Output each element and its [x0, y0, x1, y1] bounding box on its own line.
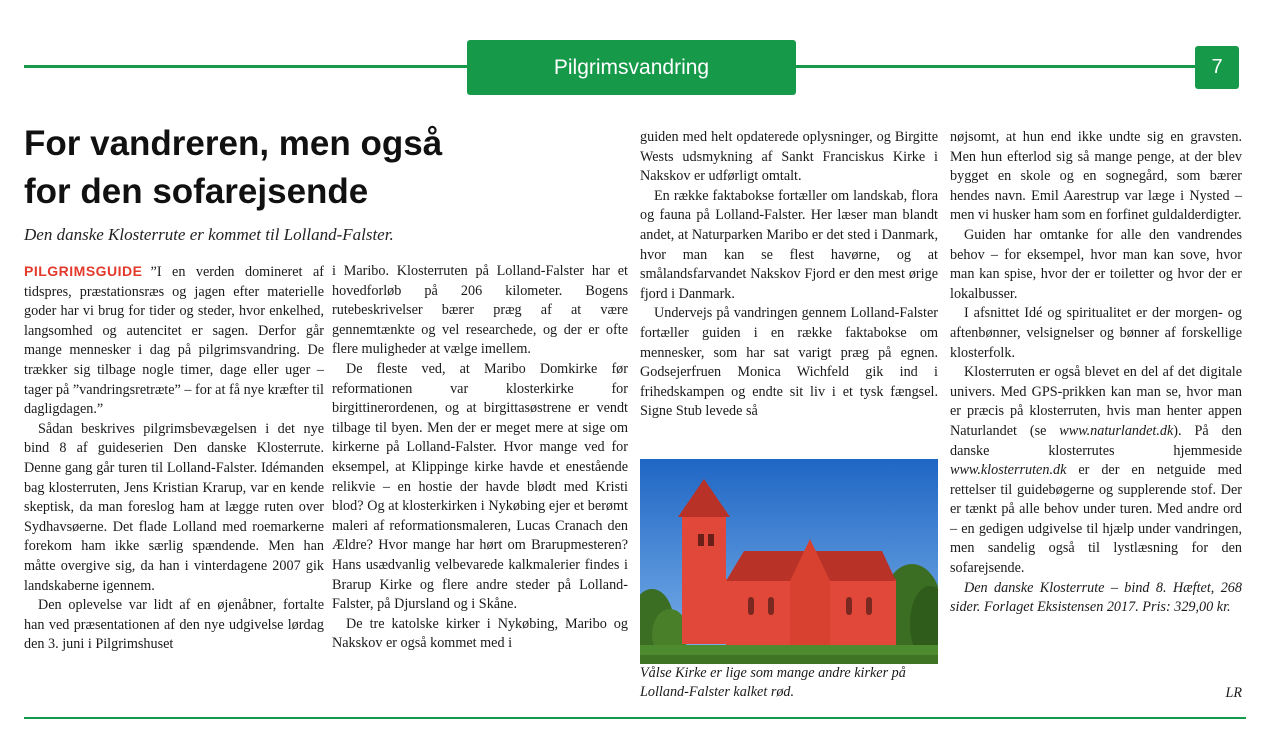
- paragraph: nøjsomt, at hun end ikke undte sig en gravsten. Men hun efterlod sig så mange penge, at der blev bygget en skole og en sognegård, som bærer hendes navn. Emil Aarestrup var læge i Nysted – men vi husker ham som en forfinet guldalderdigter.: [950, 129, 1242, 224]
- paragraph-text: Klosterruten er også blevet en del af det digitale univers. Med GPS-prikken kan man se, hvor man er præcis på klosterruten, hvis man henter appen Naturlandet (se: [950, 364, 1242, 439]
- paragraph-text: er der en netguide med rettelser til guidebøgerne og supplerende stof. Der er tænkt på alle behov under turen. Med andre ord – en gedigen udgivelse til hjælp under vandringen, men sandelig også til lystlæsning for den sofarejsende.: [950, 462, 1242, 577]
- section-tab: Pilgrimsvandring: [467, 40, 796, 95]
- paragraph: Guiden har omtanke for alle den vandrendes behov – for eksempel, hvor man kan sove, hvor man kan spise, hvor der er toiletter og hvor der er lokalbusser.: [950, 226, 1242, 302]
- church-photo: [640, 459, 938, 664]
- paragraph: Undervejs på vandringen gennem Lolland-Falster fortæller guiden i en række faktabokse om mennesker, som har sat varigt præg på egnen. Godsejerfruen Monica Wichfeld gik ind i frihedskampen og endte sit liv i et tysk fængsel. Signe Stub levede så: [640, 305, 938, 420]
- headline-line-2: for den sofarejsende: [24, 172, 369, 211]
- paragraph: Sådan beskrives pilgrimsbevægelsen i det nye bind 8 af guideserien Den danske Klosterrute. Denne gang går turen til Lolland-Falster. Idémanden bag klosterruten, Jens Kristian Krarup, var en kende skeptisk, da man foreslog ham at lægge ruten over Sydhavsøerne. Det flade Lolland med roemarkerne forekom ham ikke særlig spændende. Men han måtte overgive sig, da han i vinterdagene 2007 gik landskaberne igennem.: [24, 420, 324, 594]
- page-number: 7: [1195, 46, 1239, 89]
- web-link-klosterruten[interactable]: www.klosterruten.dk: [950, 462, 1067, 479]
- headline-line-1: For vandreren, men også: [24, 124, 443, 163]
- photo-caption: Vålse Kirke er lige som mange andre kirker på Lolland-Falster kalket rød.: [640, 665, 906, 700]
- paragraph: i Maribo. Klosterruten på Lolland-Falster har et hovedforløb på 206 kilometer. Bogens rutebeskrivelser bærer præg af at være gennemtænkte og vel researchede, og der er ofte flere muligheder at vælge imellem.: [332, 263, 628, 358]
- kicker: PILGRIMSGUIDE: [24, 263, 143, 279]
- column-1: [24, 262, 324, 655]
- byline: LR: [1225, 685, 1242, 701]
- paragraph: De tre katolske kirker i Nykøbing, Maribo og Nakskov er også kommet med i: [332, 615, 628, 652]
- article-headline: [24, 120, 624, 216]
- footer-rule: [24, 717, 1246, 719]
- column-3: [640, 128, 938, 422]
- paragraph: I afsnittet Idé og spiritualitet er der morgen- og aftenbønner, velsignelser og bønner af forskellige klosterfolk.: [950, 305, 1242, 361]
- paragraph-text: ). På den danske klosterrutes hjemmeside: [950, 422, 1242, 459]
- book-source: Den danske Klosterrute – bind 8. Hæftet, 268 sider. Forlaget Eksistensen 2017. Pris: 329,00 kr.: [950, 579, 1242, 616]
- article-deck: Den danske Klosterrute er kommet til Lolland-Falster.: [24, 225, 394, 244]
- paragraph: guiden med helt opdaterede oplysninger, og Birgitte Wests udsmykning af Sankt Franciskus Kirke i Nakskov er udførligt omtalt.: [640, 129, 938, 185]
- paragraph: [24, 262, 324, 420]
- paragraph: De fleste ved, at Maribo Domkirke før reformationen var klosterkirke for birgittinerordenen, og at birgittasøstrene er vendt tilbage til byen. Men der er meget mere at sige om kirkerne på Lolland-Falster. Hvor mange ved for eksempel, at Klippinge kirke havde et enestående relikvie – en hostie der havde blødt med Kristi blod? Og at klosterkirken i Nykøbing ejer et berømt maleri af reformationsmaleren, Lucas Cranach den Ældre? Hvor mange har hørt om Brarupmesteren? Hans usædvanlig velbevarede kalkmalerier findes i Brarup Kirke og flere andre steder på Lolland-Falster, på Djursland og i Skåne.: [332, 360, 628, 613]
- paragraph-text: ”I en verden domineret af tidspres, præstationsræs og jagen efter materielle goder har vi brug for tider og steder, hvor enkelhed, langsomhed og autencitet er sagen. Derfor går mange mennesker i dag på pilgrimsvandring. De trækker sig tilbage nogle timer, dage eller uger – tager på ”vandringsretræte” – for at få nye kræfter til dagligdagen.”: [24, 264, 324, 418]
- column-2: [332, 262, 628, 654]
- paragraph: En række faktabokse fortæller om landskab, flora og fauna på Lolland-Falster. Her læser man blandt andet, at Naturparken Maribo er det sted i Danmark, hvor man kan se flest havørne, og at smålandsfarvandet Nakskov Fjord er den mest ørige fjord i Danmark.: [640, 187, 938, 302]
- column-4: [950, 128, 1242, 618]
- paragraph: Den oplevelse var lidt af en øjenåbner, fortalte han ved præsentationen af den nye udgivelse lørdag den 3. juni i Pilgrimshuset: [24, 597, 324, 653]
- web-link-naturlandet[interactable]: www.naturlandet.dk: [1059, 422, 1174, 439]
- paragraph: [950, 363, 1242, 579]
